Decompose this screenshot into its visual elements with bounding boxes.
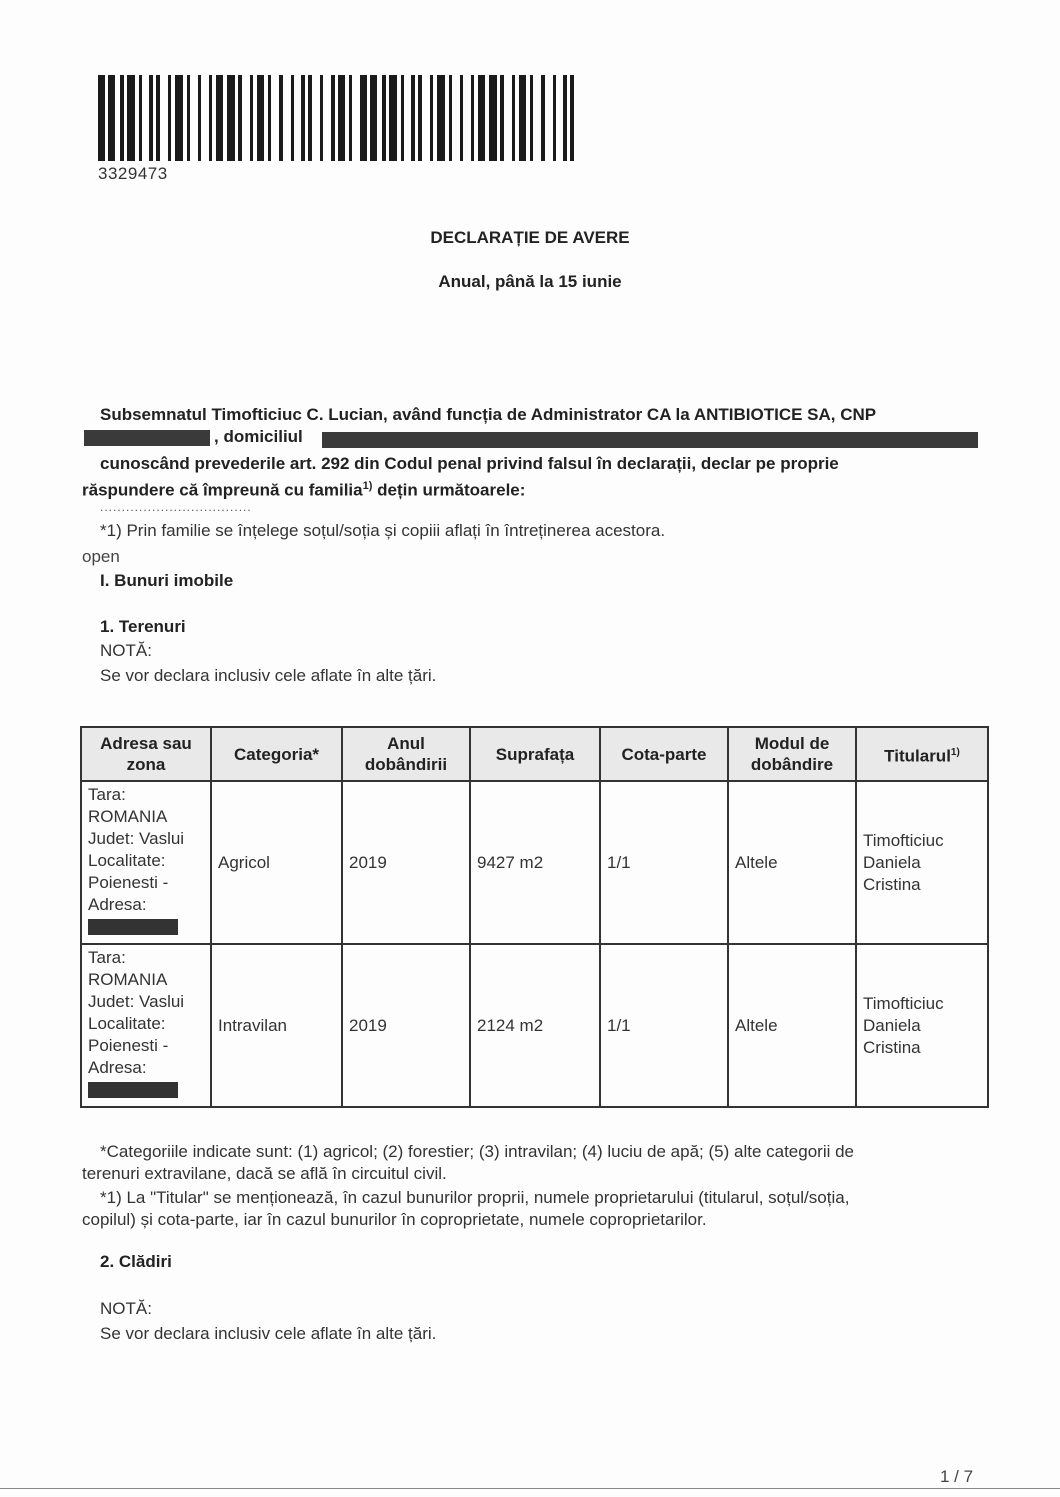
adresa-line: ROMANIA <box>88 807 168 826</box>
barcode-bar <box>349 75 352 161</box>
adresa-line: Poienesti - <box>88 873 169 892</box>
barcode-bar <box>530 75 533 161</box>
header-suprafata: Suprafața <box>470 727 600 781</box>
nota-label: NOTĂ: <box>100 641 152 660</box>
header-modul: Modul de dobândire <box>728 727 856 781</box>
cell-categoria: Intravilan <box>211 944 342 1107</box>
titular-line: Cristina <box>863 1037 921 1057</box>
intro-line-1: Subsemnatul Timofticiuc C. Lucian, având funcția de Administrator CA la ANTIBIOTICE SA, CNP <box>100 405 877 424</box>
barcode-bar <box>449 75 452 161</box>
adresa-line: Localitate: <box>88 851 166 870</box>
cell-titular <box>856 781 988 944</box>
cell-categoria: Agricol <box>211 781 342 944</box>
header-anul: Anul dobândirii <box>342 727 470 781</box>
adresa-line: Localitate: <box>88 1014 166 1033</box>
adresa-line: Poienesti - <box>88 1036 169 1055</box>
redacted-adresa <box>88 919 178 935</box>
intro-line-4-end: dețin următoarele: <box>372 480 526 500</box>
barcode-bar <box>209 75 212 161</box>
barcode-bar <box>257 75 264 161</box>
barcode-bar <box>216 75 223 161</box>
intro-line-3: cunoscând prevederile art. 292 din Codul penal privind falsul în declarații, declar pe proprie <box>100 454 839 473</box>
cell-suprafata: 9427 m2 <box>470 781 600 944</box>
titular-note-1: *1) La "Titular" se menționează, în cazul bunurilor proprii, numele proprietarului (titularul, soțul/soția, <box>100 1188 850 1207</box>
adresa-line: Judet: Vaslui <box>88 829 185 848</box>
cell-anul: 2019 <box>342 781 470 944</box>
barcode-bar <box>519 75 526 161</box>
document-subtitle: Anual, până la 15 iunie <box>438 272 622 291</box>
adresa-line: Adresa: <box>88 895 147 914</box>
barcode-bar <box>478 75 485 161</box>
barcode-bar <box>338 75 345 161</box>
barcode-bar <box>370 75 377 161</box>
titular-line: Daniela <box>863 1015 921 1035</box>
cell-adresa <box>81 944 211 1107</box>
cell-titular <box>856 944 988 1107</box>
terenuri-table <box>80 726 989 1108</box>
cell-anul: 2019 <box>342 944 470 1107</box>
barcode-bar <box>331 75 335 161</box>
table-header-row <box>81 727 988 781</box>
header-categoria: Categoria* <box>211 727 342 781</box>
barcode-bar <box>437 75 445 161</box>
barcode-bar <box>279 75 283 161</box>
barcode-number: 3329473 <box>98 164 168 183</box>
barcode-bar <box>401 75 404 161</box>
barcode-bar <box>198 75 201 161</box>
redacted-adresa <box>88 1082 178 1098</box>
nota-label-cladiri: NOTĂ: <box>100 1299 152 1318</box>
barcode-bar <box>250 75 253 161</box>
titular-line: Daniela <box>863 852 921 872</box>
barcode-bar <box>268 75 271 161</box>
barcode-bar <box>489 75 497 161</box>
adresa-line: Judet: Vaslui <box>88 992 185 1011</box>
barcode-bar <box>149 75 153 161</box>
header-cota: Cota-parte <box>600 727 728 781</box>
barcode-bar <box>382 75 386 161</box>
barcode-bar <box>308 75 312 161</box>
cell-suprafata: 2124 m2 <box>470 944 600 1107</box>
barcode-bar <box>291 75 294 161</box>
cell-adresa <box>81 781 211 944</box>
table-row <box>81 944 988 1107</box>
table-row <box>81 781 988 944</box>
categorii-note-1: *Categoriile indicate sunt: (1) agricol; (2) forestier; (3) intravilan; (4) luciu de apă; (5) alte categorii de <box>100 1142 855 1161</box>
open-label: open <box>82 547 120 566</box>
barcode-bar <box>168 75 171 161</box>
barcode-bar <box>570 75 574 161</box>
intro-line-4-text: răspundere că împreună cu familia <box>82 480 363 500</box>
cell-modul: Altele <box>728 944 856 1107</box>
titular-note-2: copilul) și cota-parte, iar în cazul bunurilor în coproprietate, numele coproprietarilor. <box>82 1210 707 1229</box>
barcode-bar <box>553 75 556 161</box>
barcode-bar <box>360 75 367 161</box>
barcode-bar <box>541 75 545 161</box>
barcode-bar <box>500 75 504 161</box>
cell-cota: 1/1 <box>600 944 728 1107</box>
page-edge-line <box>0 1488 1060 1489</box>
barcode-bar <box>430 75 433 161</box>
barcode-bar <box>471 75 474 161</box>
document-title: DECLARAȚIE DE AVERE <box>430 228 630 247</box>
section-heading-imobile: I. Bunuri imobile <box>100 571 234 590</box>
categorii-note-2: terenuri extravilane, dacă se află în circuitul civil. <box>82 1164 447 1183</box>
cell-modul: Altele <box>728 781 856 944</box>
titular-line: Timofticiuc <box>863 993 944 1013</box>
header-adresa: Adresa sau zona <box>81 727 211 781</box>
barcode-bar <box>175 75 183 161</box>
intro-line-2: , domiciliul <box>214 427 303 446</box>
barcode-bar <box>187 75 190 161</box>
barcode-bar <box>227 75 235 161</box>
barcode-bar <box>120 75 124 161</box>
barcode-bar <box>301 75 305 161</box>
barcode-bar <box>108 75 115 161</box>
barcode-bar <box>320 75 323 161</box>
nota-text: Se vor declara inclusiv cele aflate în alte țări. <box>100 666 437 685</box>
titular-line: Cristina <box>863 874 921 894</box>
section-heading-cladiri: 2. Clădiri <box>100 1252 172 1271</box>
redacted-address <box>322 432 978 448</box>
header-titularul <box>856 727 988 781</box>
page-number: 1 / 7 <box>940 1467 974 1486</box>
adresa-line: Adresa: <box>88 1058 147 1077</box>
barcode-bar <box>460 75 463 161</box>
header-titularul-label: Titularul <box>884 746 951 766</box>
header-titularul-sup: 1) <box>950 746 960 758</box>
barcode-bar <box>238 75 242 161</box>
titular-line: Timofticiuc <box>863 830 944 850</box>
section-heading-terenuri: 1. Terenuri <box>100 617 186 636</box>
nota-text-cladiri: Se vor declara inclusiv cele aflate în alte țări. <box>100 1324 437 1343</box>
barcode-bar <box>156 75 160 161</box>
redacted-cnp <box>84 430 210 446</box>
barcode-bar <box>389 75 397 161</box>
barcode-bar <box>418 75 422 161</box>
adresa-line: Tara: <box>88 785 126 804</box>
intro-line-4 <box>82 475 982 502</box>
footnote-marker: 1) <box>362 480 373 492</box>
barcode-bar <box>139 75 142 161</box>
cell-cota: 1/1 <box>600 781 728 944</box>
family-note: *1) Prin familie se înțelege soțul/soția și copiii aflați în întreținerea acestora. <box>100 521 666 540</box>
adresa-line: ROMANIA <box>88 970 168 989</box>
barcode-bar <box>127 75 135 161</box>
barcode-bar <box>563 75 567 161</box>
barcode-bar <box>411 75 415 161</box>
barcode-image <box>98 75 576 161</box>
barcode-bar <box>512 75 515 161</box>
dotted-line: ................................... <box>100 500 252 514</box>
barcode-bar <box>98 75 105 161</box>
adresa-line: Tara: <box>88 948 126 967</box>
